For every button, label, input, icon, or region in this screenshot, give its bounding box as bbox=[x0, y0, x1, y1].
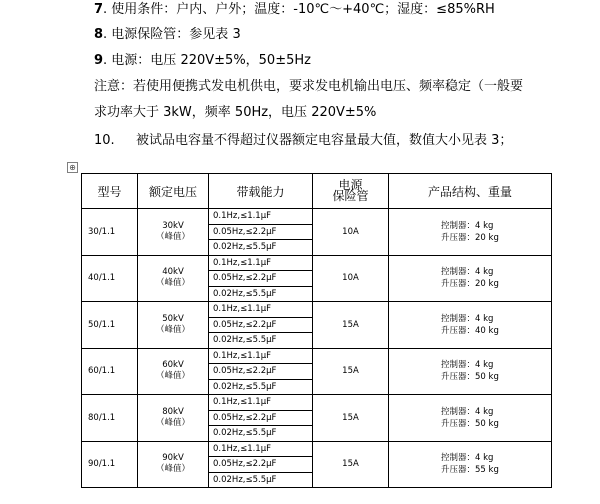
table-row bbox=[82, 441, 552, 457]
cell-load: 0.05Hz,≤2.2μF bbox=[209, 317, 313, 333]
cell-structure bbox=[389, 348, 552, 395]
cell-fuse: 15A bbox=[313, 395, 389, 442]
voltage-peak-label: （峰值） bbox=[155, 464, 190, 475]
cell-model: 50/1.1 bbox=[82, 302, 138, 349]
voltage-value: 40kV bbox=[162, 267, 184, 278]
table-row bbox=[82, 348, 552, 364]
cell-load: 0.05Hz,≤2.2μF bbox=[209, 410, 313, 426]
cell-load: 0.02Hz,≤5.5μF bbox=[209, 286, 313, 302]
header-model: 型号 bbox=[82, 174, 138, 209]
booster-weight: 升压器：55 kg bbox=[441, 465, 499, 476]
paragraph-10-text: 被试品电容量不得超过仪器额定电容量最大值，数值大小见表 3； bbox=[136, 133, 513, 148]
paragraph-10 bbox=[94, 132, 512, 150]
note-line-2: 求功率大于 3kW，频率 50Hz，电压 220V±5% bbox=[94, 105, 377, 120]
cell-structure bbox=[389, 302, 552, 349]
controller-weight: 控制器：4 kg bbox=[441, 313, 494, 324]
paragraph-7-text: . 使用条件：户内、户外；温度：-10℃～+40℃；湿度：≤85%RH bbox=[103, 2, 495, 17]
voltage-value: 50kV bbox=[162, 313, 184, 324]
cell-fuse: 15A bbox=[313, 348, 389, 395]
cell-fuse: 10A bbox=[313, 209, 389, 256]
controller-weight: 控制器：4 kg bbox=[441, 406, 494, 417]
controller-weight: 控制器：4 kg bbox=[441, 267, 494, 278]
cell-voltage bbox=[138, 209, 209, 256]
booster-weight: 升压器：20 kg bbox=[441, 279, 499, 290]
cell-load: 0.02Hz,≤5.5μF bbox=[209, 240, 313, 256]
voltage-peak-label: （峰值） bbox=[155, 371, 190, 382]
voltage-peak-label: （峰值） bbox=[155, 231, 190, 242]
cell-model: 60/1.1 bbox=[82, 348, 138, 395]
cell-model: 80/1.1 bbox=[82, 395, 138, 442]
cell-load: 0.05Hz,≤2.2μF bbox=[209, 457, 313, 473]
voltage-value: 90kV bbox=[162, 453, 184, 464]
cell-load: 0.1Hz,≤1.1μF bbox=[209, 441, 313, 457]
controller-weight: 控制器：4 kg bbox=[441, 360, 494, 371]
cell-load: 0.05Hz,≤2.2μF bbox=[209, 224, 313, 240]
cell-voltage bbox=[138, 441, 209, 488]
header-fuse-line1: 电源 bbox=[338, 178, 363, 192]
cell-structure bbox=[389, 395, 552, 442]
cell-model: 30/1.1 bbox=[82, 209, 138, 256]
table-row bbox=[82, 395, 552, 411]
cell-fuse: 15A bbox=[313, 441, 389, 488]
cell-load: 0.1Hz,≤1.1μF bbox=[209, 395, 313, 411]
paragraph-8 bbox=[94, 26, 241, 44]
cell-model: 90/1.1 bbox=[82, 441, 138, 488]
header-structure: 产品结构、重量 bbox=[389, 174, 552, 209]
controller-weight: 控制器：4 kg bbox=[441, 453, 494, 464]
cell-load: 0.02Hz,≤5.5μF bbox=[209, 379, 313, 395]
controller-weight: 控制器：4 kg bbox=[441, 220, 494, 231]
note-line-1: 注意：若使用便携式发电机供电，要求发电机输出电压、频率稳定（一般要 bbox=[94, 79, 524, 94]
cell-structure bbox=[389, 209, 552, 256]
cell-voltage bbox=[138, 348, 209, 395]
cell-fuse: 10A bbox=[313, 255, 389, 302]
cell-structure bbox=[389, 441, 552, 488]
paragraph-7-number: 7 bbox=[94, 2, 104, 17]
paragraph-10-number: 10. bbox=[94, 133, 115, 148]
cell-load: 0.05Hz,≤2.2μF bbox=[209, 271, 313, 287]
voltage-value: 80kV bbox=[162, 406, 184, 417]
cell-load: 0.02Hz,≤5.5μF bbox=[209, 472, 313, 488]
voltage-peak-label: （峰值） bbox=[155, 278, 190, 289]
cell-load: 0.1Hz,≤1.1μF bbox=[209, 302, 313, 318]
voltage-value: 60kV bbox=[162, 360, 184, 371]
cell-voltage bbox=[138, 255, 209, 302]
header-load: 带载能力 bbox=[209, 174, 313, 209]
booster-weight: 升压器：40 kg bbox=[441, 325, 499, 336]
table-row bbox=[82, 302, 552, 318]
paragraph-8-number: 8 bbox=[94, 27, 104, 42]
booster-weight: 升压器：50 kg bbox=[441, 372, 499, 383]
header-fuse-line2: 保险管 bbox=[332, 189, 369, 203]
cell-voltage bbox=[138, 302, 209, 349]
cell-load: 0.02Hz,≤5.5μF bbox=[209, 333, 313, 349]
spec-table bbox=[81, 173, 552, 488]
cell-structure bbox=[389, 255, 552, 302]
header-fuse bbox=[313, 174, 389, 209]
paragraph-8-text: . 电源保险管：参见表 3 bbox=[103, 27, 241, 42]
voltage-peak-label: （峰值） bbox=[155, 417, 190, 428]
cell-load: 0.02Hz,≤5.5μF bbox=[209, 426, 313, 442]
cell-load: 0.1Hz,≤1.1μF bbox=[209, 348, 313, 364]
cell-load: 0.1Hz,≤1.1μF bbox=[209, 209, 313, 225]
cell-model: 40/1.1 bbox=[82, 255, 138, 302]
voltage-value: 30kV bbox=[162, 220, 184, 231]
cell-voltage bbox=[138, 395, 209, 442]
cell-load: 0.05Hz,≤2.2μF bbox=[209, 364, 313, 380]
table-move-handle-icon[interactable]: ⊕ bbox=[67, 162, 78, 173]
cell-fuse: 15A bbox=[313, 302, 389, 349]
booster-weight: 升压器：20 kg bbox=[441, 232, 499, 243]
table-row bbox=[82, 209, 552, 225]
paragraph-9-number: 9 bbox=[94, 53, 104, 68]
booster-weight: 升压器：50 kg bbox=[441, 418, 499, 429]
voltage-peak-label: （峰值） bbox=[155, 324, 190, 335]
cell-load: 0.1Hz,≤1.1μF bbox=[209, 255, 313, 271]
paragraph-9-text: . 电源：电压 220V±5%，50±5Hz bbox=[103, 53, 311, 68]
header-voltage: 额定电压 bbox=[138, 174, 209, 209]
paragraph-9 bbox=[94, 52, 311, 70]
table-header-row bbox=[82, 174, 552, 209]
table-row bbox=[82, 255, 552, 271]
paragraph-7 bbox=[94, 1, 495, 19]
